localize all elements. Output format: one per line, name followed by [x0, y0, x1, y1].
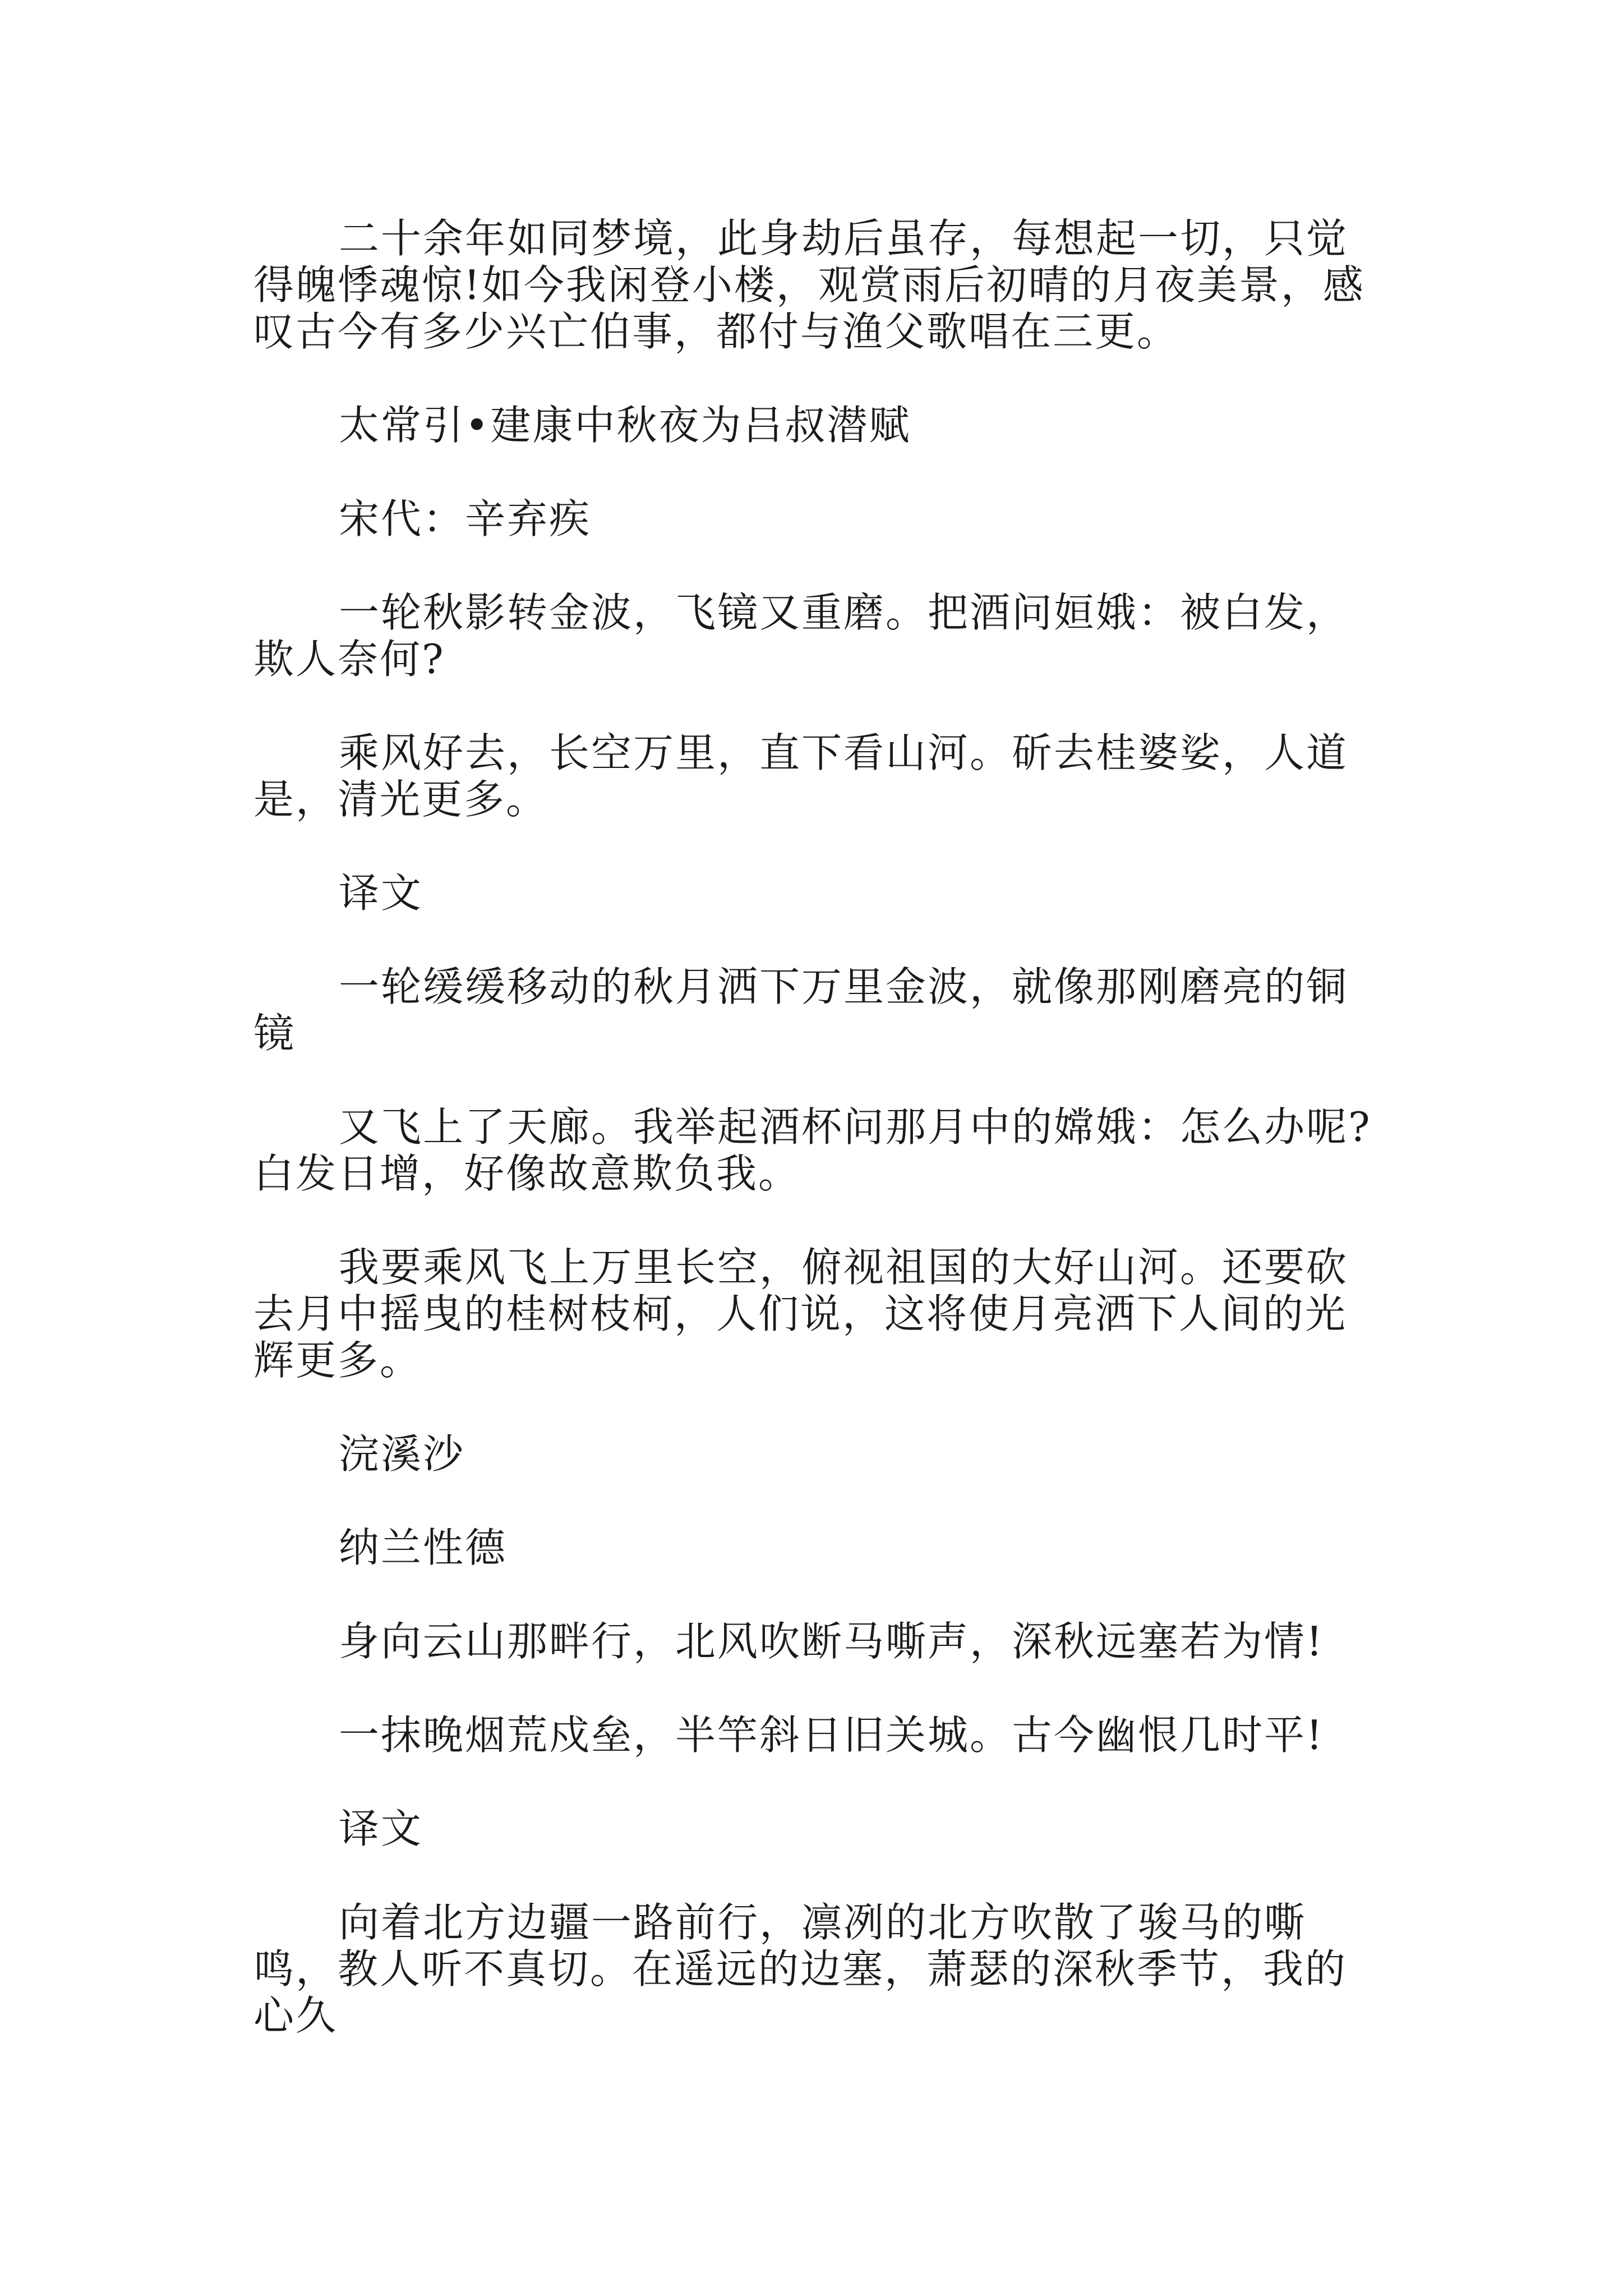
- translation-paragraph-3: 我要乘风飞上万里长空，俯视祖国的大好山河。还要砍去月中摇曳的桂树枝柯，人们说，这将使月亮洒下人间的光辉更多。: [253, 1244, 1349, 1384]
- paragraph-translation-intro: 二十余年如同梦境，此身劫后虽存，每想起一切，只觉得魄悸魂惊!如今我闲登小楼，观赏雨后初晴的月夜美景，感叹古今有多少兴亡伯事，都付与渔父歌唱在三更。: [253, 215, 1365, 355]
- translation-paragraph-2: 又飞上了天廊。我举起酒杯问那月中的嫦娥：怎么办呢?白发日增，好像故意欺负我。: [253, 1103, 1372, 1197]
- poem-title-huanxisha: 浣溪沙: [339, 1430, 465, 1478]
- poem-author-xinqiji: 宋代：辛弃疾: [339, 495, 592, 542]
- poem-stanza-2: 乘风好去，长空万里，直下看山河。斫去桂婆娑，人道是，清光更多。: [253, 729, 1349, 823]
- translation-heading: 译文: [339, 869, 423, 917]
- document-body: [253, 215, 1386, 2086]
- poem-author-nalanxingde: 纳兰性德: [339, 1524, 508, 1571]
- poem-line-2: 一抹晚烟荒戍垒，半竿斜日旧关城。古今幽恨几时平!: [339, 1711, 1324, 1759]
- translation-paragraph-4: 向着北方边疆一路前行，凛冽的北方吹散了骏马的嘶鸣，教人听不真切。在遥远的边塞，萧瑟的深秋季节，我的心久: [253, 1899, 1348, 2039]
- poem-line-1: 身向云山那畔行，北风吹断马嘶声，深秋远塞若为情!: [339, 1618, 1324, 1665]
- poem-title-taichangyin: 太常引•建康中秋夜为吕叔潜赋: [339, 402, 911, 449]
- poem-stanza-1: 一轮秋影转金波，飞镜又重磨。把酒问姮娥：被白发，欺人奈何?: [253, 589, 1349, 683]
- translation-paragraph-1: 一轮缓缓移动的秋月洒下万里金波，就像那刚磨亮的铜镜: [253, 963, 1349, 1057]
- translation-heading-2: 译文: [339, 1805, 423, 1852]
